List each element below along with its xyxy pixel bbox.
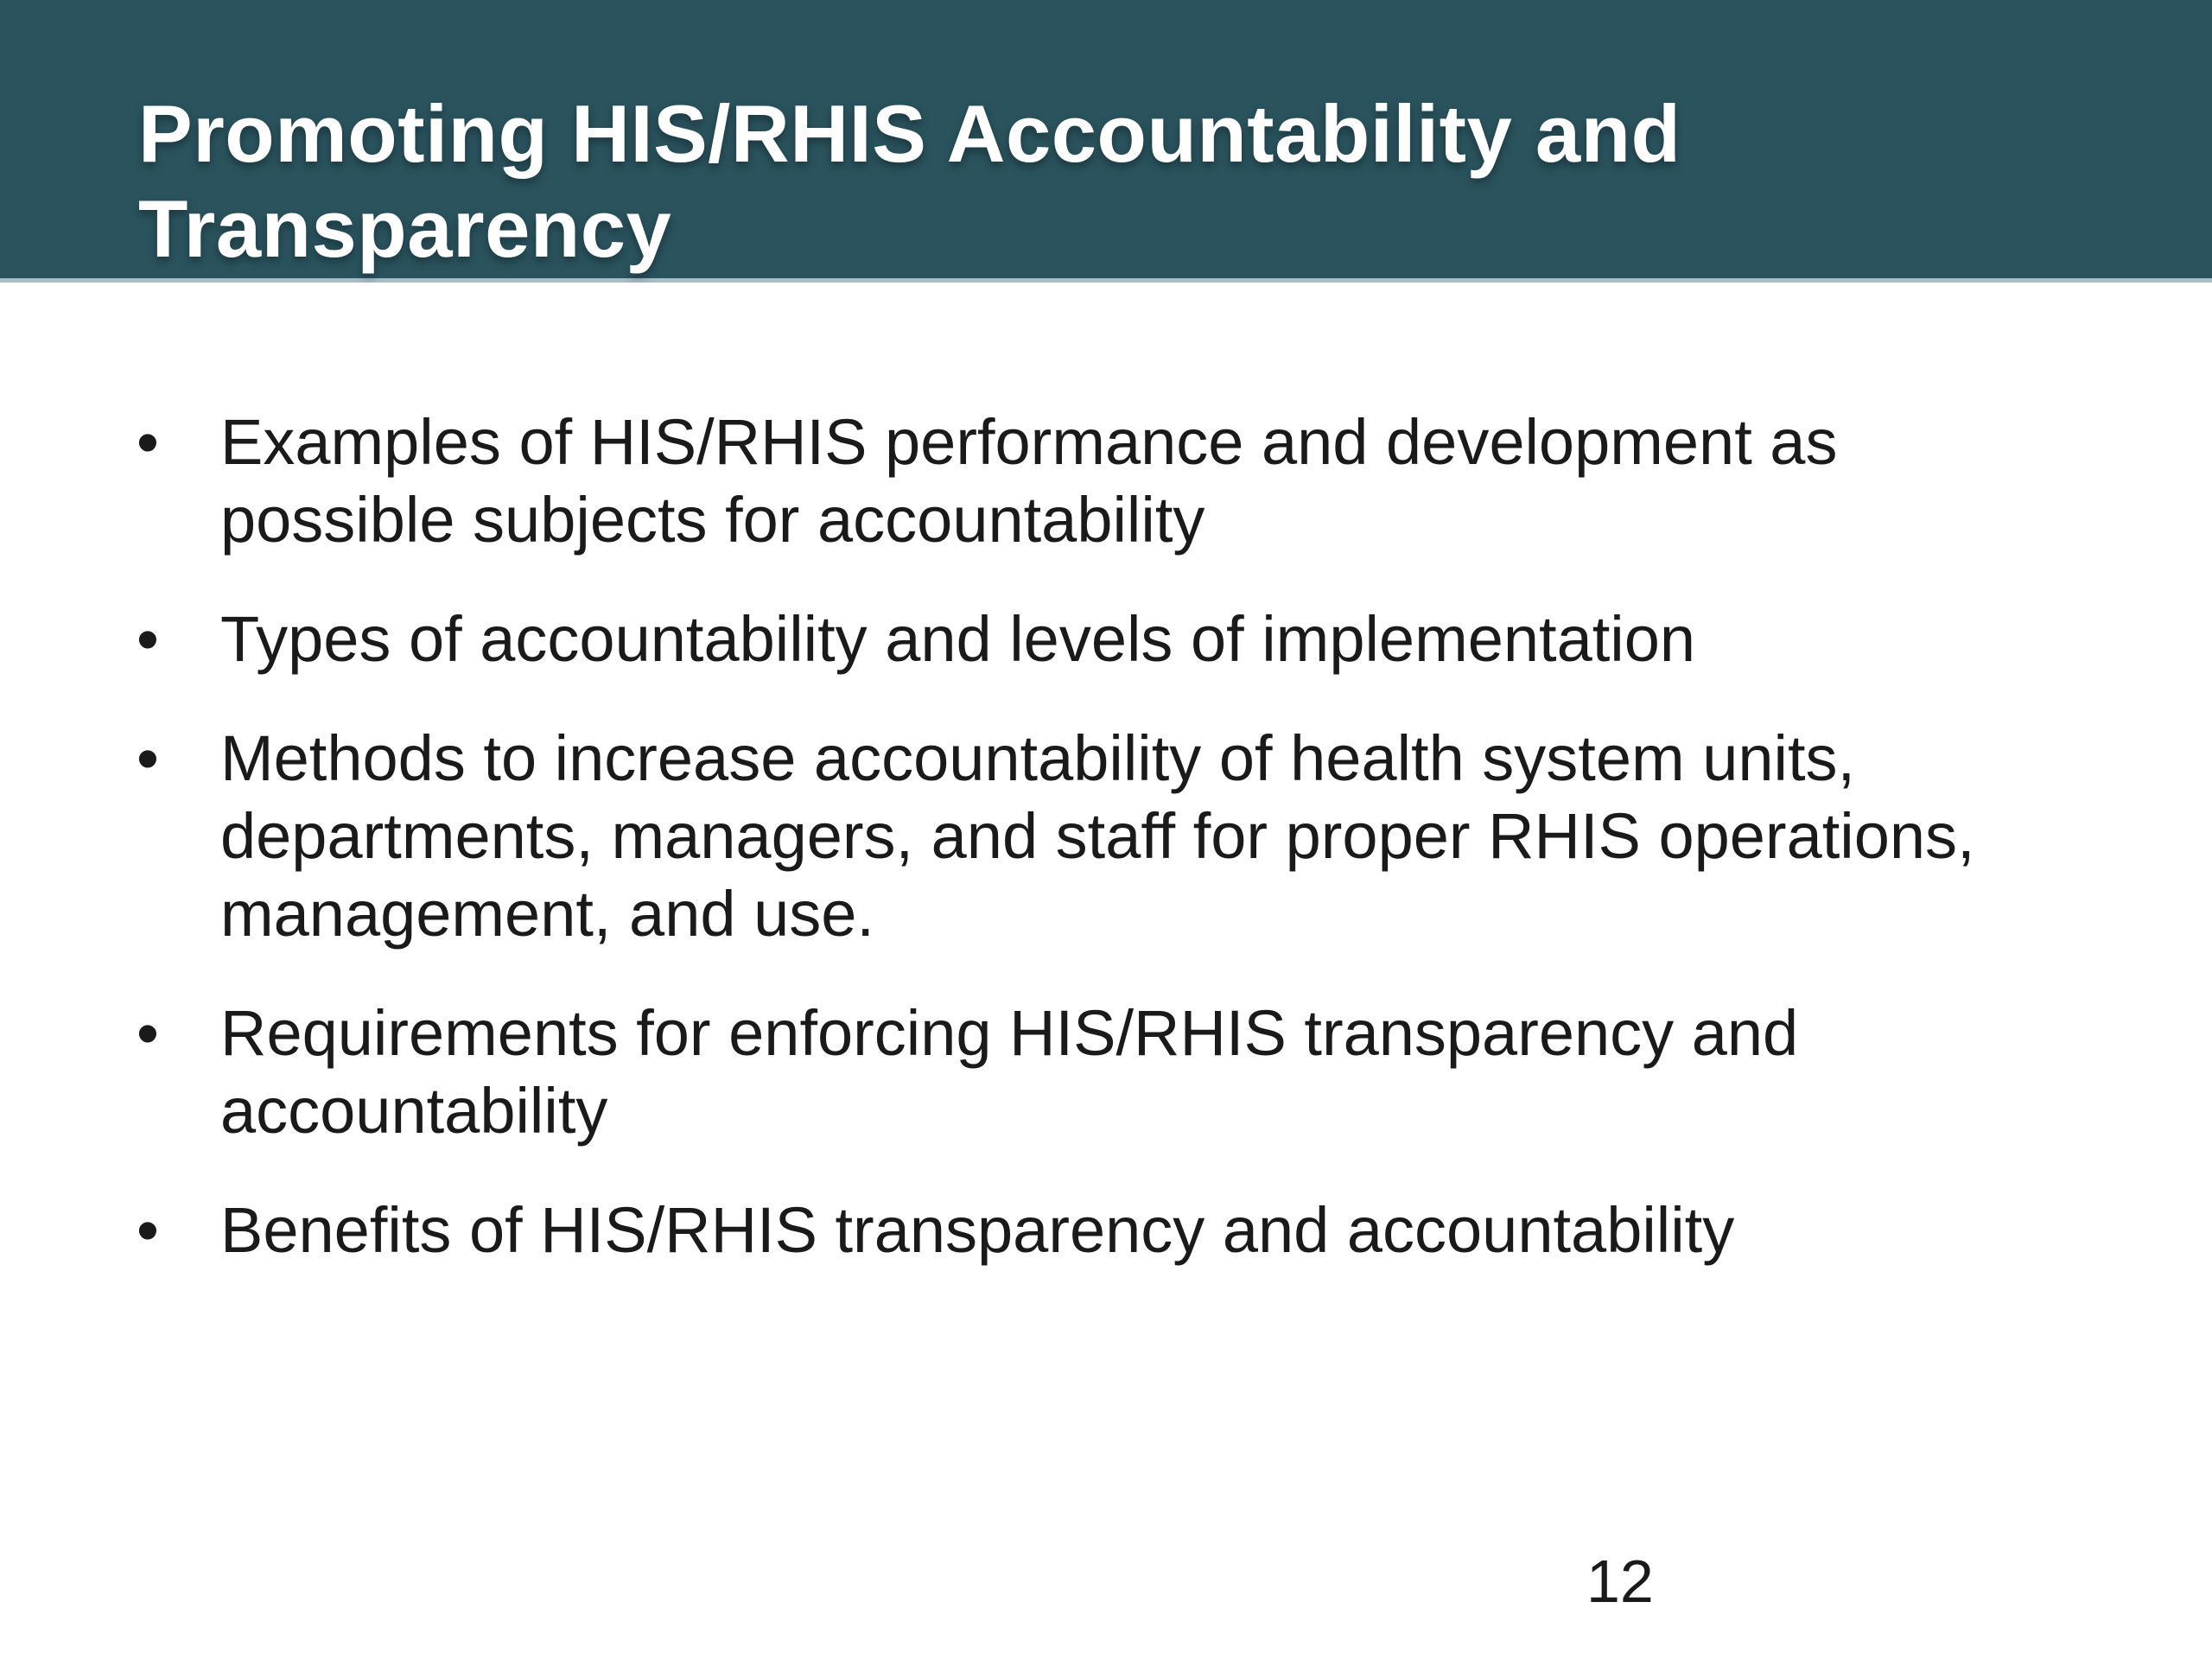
bullet-dot-icon: • — [137, 603, 159, 675]
bullet-text: Methods to increase accountability of health system units, departments, managers, and staff for proper RHIS operations, management, and use. — [220, 722, 1975, 950]
bullet-item — [137, 404, 2082, 559]
slide-title: Promoting HIS/RHIS Accountability and Transparency — [138, 88, 1681, 274]
bullet-dot-icon: • — [137, 722, 159, 794]
bullet-text: Benefits of HIS/RHIS transparency and accountability — [220, 1194, 1735, 1266]
bullet-item — [137, 601, 2082, 678]
bullet-text: Types of accountability and levels of implementation — [220, 603, 1696, 675]
slide-header — [0, 0, 2212, 283]
bullet-dot-icon: • — [137, 1194, 159, 1266]
bullet-list — [137, 404, 2082, 1269]
slide-body — [0, 283, 2212, 1269]
bullet-item — [137, 1192, 2082, 1269]
bullet-item — [137, 995, 2082, 1150]
bullet-dot-icon: • — [137, 997, 159, 1069]
bullet-dot-icon: • — [137, 406, 159, 478]
bullet-text: Requirements for enforcing HIS/RHIS transparency and accountability — [220, 997, 1799, 1147]
bullet-text: Examples of HIS/RHIS performance and development as possible subjects for accountability — [220, 406, 1838, 556]
page-number: 12 — [1586, 1548, 1654, 1615]
bullet-item — [137, 720, 2082, 953]
